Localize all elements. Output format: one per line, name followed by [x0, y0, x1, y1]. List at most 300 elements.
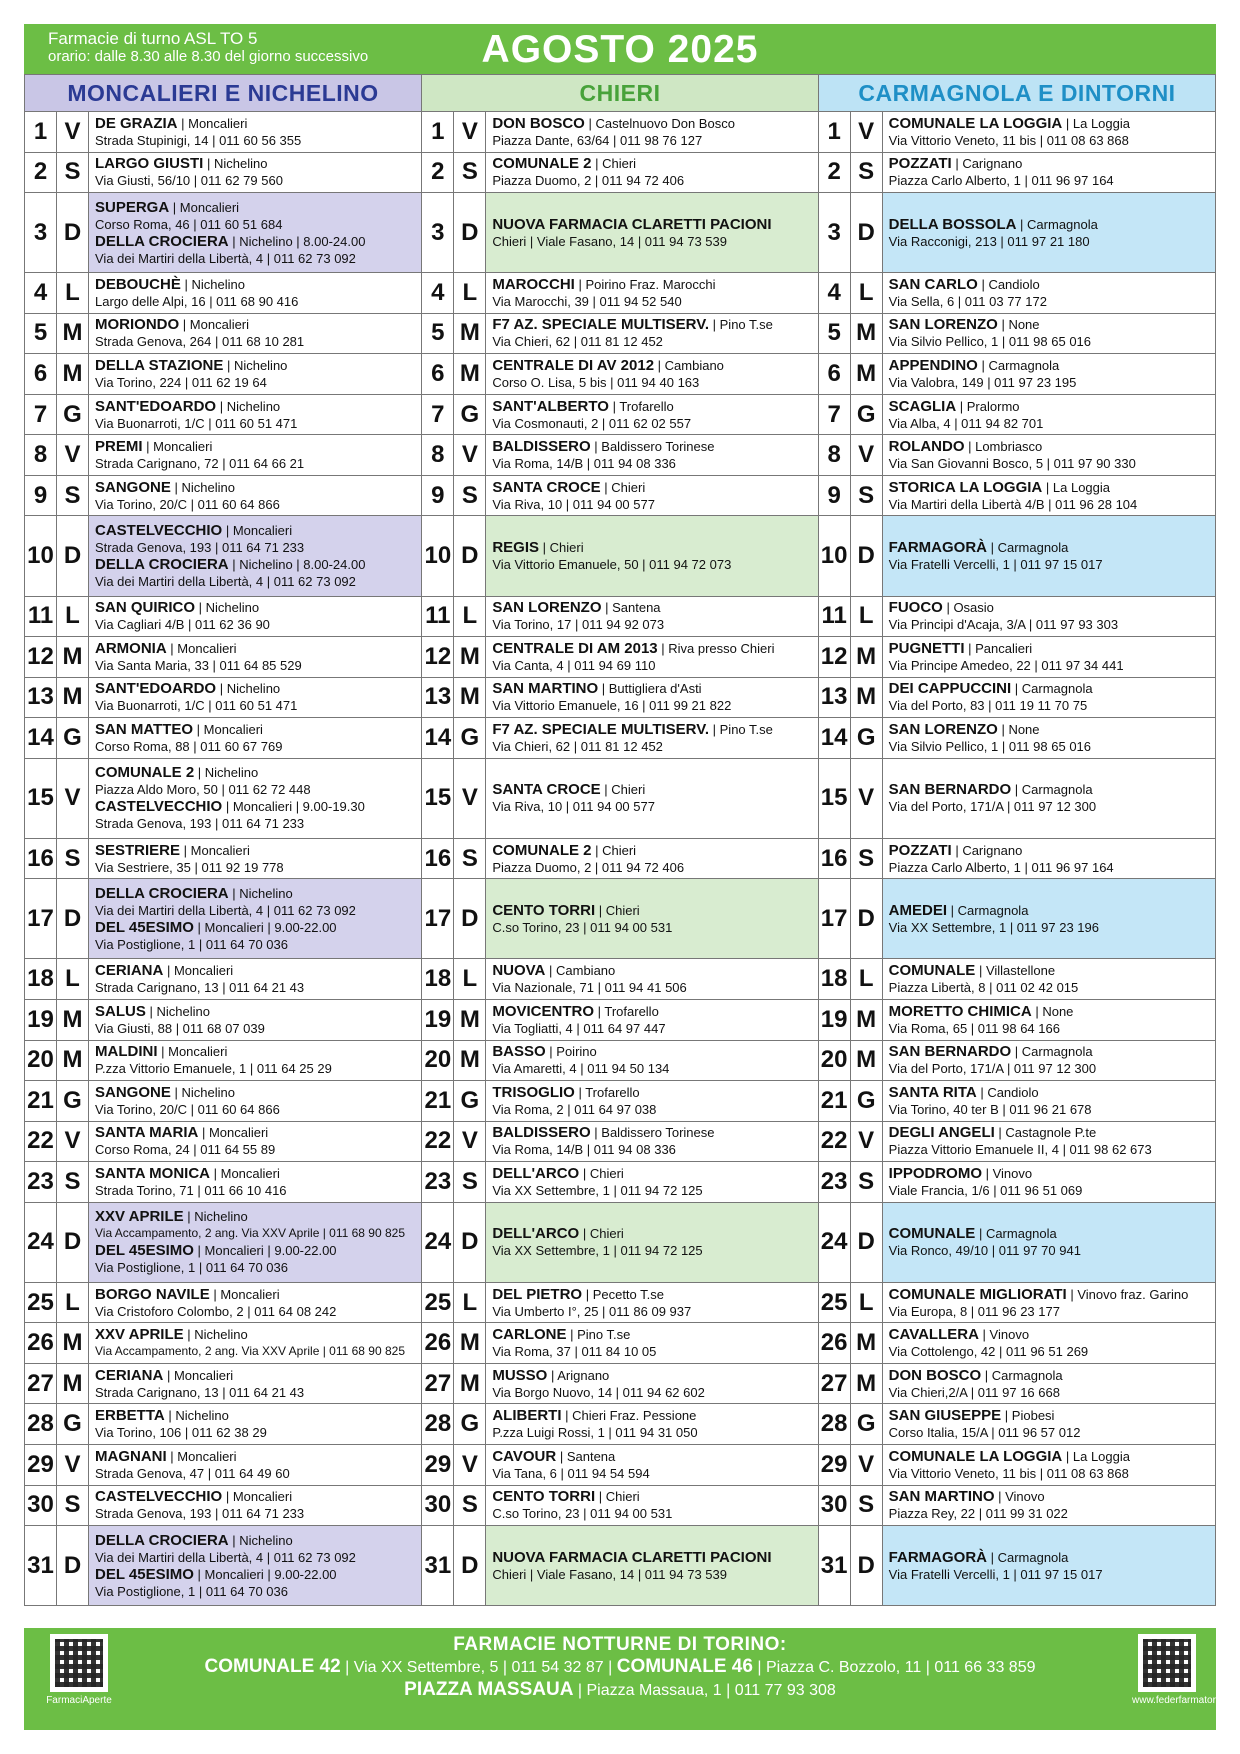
weekday-letter: D	[851, 879, 883, 958]
pharmacy-entry	[889, 155, 1211, 189]
pharmacy-entry	[492, 842, 813, 876]
pharmacy-name-line	[95, 1242, 417, 1259]
pharmacy-address: Via Fratelli Vercelli, 1 | 011 97 15 017	[888, 1566, 1103, 1582]
pharmacy-info	[883, 1000, 1215, 1040]
table-cell	[25, 718, 421, 758]
weekday-letter: S	[851, 476, 883, 516]
weekday-letter: M	[454, 1364, 486, 1404]
pharmacy-entry	[492, 902, 813, 936]
separator: |	[163, 1367, 174, 1383]
weekday-letter: G	[851, 395, 883, 435]
pharmacy-name-line	[95, 1566, 417, 1583]
weekday-letter: G	[851, 718, 883, 758]
day-number: 8	[25, 435, 57, 475]
pharmacy-name: DELLA CROCIERA	[95, 1531, 229, 1549]
pharmacy-name-line	[95, 155, 417, 172]
pharmacy-town: None	[1008, 721, 1040, 737]
weekday-letter: M	[57, 637, 89, 677]
pharmacy-address: Via dei Martiri della Libertà, 4 | 011 62 73 092	[95, 1549, 356, 1565]
pharmacy-name-line	[492, 781, 813, 798]
pharmacy-name-line	[889, 902, 1211, 919]
table-cell	[421, 1041, 818, 1081]
weekday-letter: M	[454, 1323, 486, 1363]
pharmacy-name: DON BOSCO	[888, 1366, 982, 1384]
table-cell	[25, 597, 421, 637]
table-row	[25, 193, 1215, 273]
pharmacy-address: Via Postiglione, 1 | 011 64 70 036	[95, 1260, 288, 1276]
day-number: 28	[819, 1404, 851, 1444]
pharmacy-info	[883, 1203, 1215, 1282]
pharmacy-name-line	[492, 357, 813, 374]
pharmacy-info	[486, 678, 817, 718]
pharmacy-info	[883, 1526, 1215, 1605]
pharmacy-name-line	[889, 1124, 1211, 1141]
pharmacy-name-line	[492, 1326, 813, 1343]
table-cell	[819, 597, 1215, 637]
weekday-letter: L	[851, 597, 883, 637]
pharmacy-info	[486, 354, 817, 394]
pharmacy-name-line	[492, 680, 813, 697]
table-cell	[25, 1283, 421, 1323]
pharmacy-info	[89, 1323, 421, 1363]
weekday-letter: D	[454, 516, 486, 595]
pharmacy-name: ROLANDO	[888, 438, 965, 456]
page-footer	[24, 1628, 1238, 1730]
pharmacy-info	[883, 1041, 1215, 1081]
day-number: 24	[422, 1203, 454, 1282]
pharmacy-name: DELLA STAZIONE	[95, 357, 224, 375]
pharmacy-entry	[492, 1326, 813, 1360]
table-cell	[25, 1445, 421, 1485]
pharmacy-entry	[492, 316, 813, 350]
separator: |	[556, 1448, 567, 1464]
pharmacy-town: Nichelino	[204, 765, 259, 781]
pharmacy-name: DELL'ARCO	[492, 1164, 580, 1182]
pharmacy-town: Pancalieri	[975, 640, 1033, 656]
day-number: 1	[422, 112, 454, 152]
pharmacy-name-line	[889, 1084, 1211, 1101]
pharmacy-name-line	[95, 1165, 417, 1182]
pharmacy-town: Chieri	[611, 782, 646, 798]
table-cell	[819, 314, 1215, 354]
pharmacy-schedule-table	[24, 112, 1216, 1606]
pharmacy-address: Chieri | Viale Fasano, 14 | 011 94 73 539	[492, 1566, 727, 1582]
table-cell	[421, 1203, 818, 1282]
day-number: 29	[422, 1445, 454, 1485]
pharmacy-town: Carmagnola	[997, 539, 1069, 555]
weekday-letter: V	[851, 112, 883, 152]
pharmacy-info	[883, 839, 1215, 879]
pharmacy-town: Moncalieri	[190, 842, 250, 858]
separator: |	[183, 1327, 195, 1343]
pharmacy-address: Via Postiglione, 1 | 011 64 70 036	[95, 936, 288, 952]
day-number: 13	[422, 678, 454, 718]
pharmacy-name-line	[95, 885, 417, 902]
day-number: 15	[422, 759, 454, 838]
table-cell	[25, 354, 421, 394]
weekday-letter: M	[851, 1000, 883, 1040]
pharmacy-address: Strada Genova, 193 | 011 64 71 233	[95, 816, 305, 832]
day-number: 20	[25, 1041, 57, 1081]
pharmacy-name-line	[95, 1124, 417, 1141]
pharmacy-name: CERIANA	[95, 962, 164, 980]
weekday-letter: L	[57, 597, 89, 637]
table-cell	[819, 1486, 1215, 1526]
weekday-letter: V	[851, 435, 883, 475]
day-number: 19	[819, 1000, 851, 1040]
separator: |	[964, 439, 976, 455]
pharmacy-entry	[95, 1084, 417, 1118]
pharmacy-entry	[889, 216, 1211, 250]
weekday-letter: V	[57, 112, 89, 152]
pharmacy-name: CARLONE	[492, 1326, 567, 1344]
pharmacy-info	[883, 1404, 1215, 1444]
day-number: 5	[25, 314, 57, 354]
pharmacy-name: CASTELVECCHIO	[95, 798, 223, 816]
pharmacy-name-line	[95, 1326, 417, 1343]
qr-code-right[interactable]	[1132, 1634, 1238, 1706]
weekday-letter: V	[454, 759, 486, 838]
pharmacy-info	[486, 1000, 817, 1040]
pharmacy-town: Chieri	[611, 479, 646, 495]
pharmacy-name: SANTA MONICA	[95, 1164, 210, 1182]
weekday-letter: L	[851, 959, 883, 999]
pharmacy-name: NUOVA	[492, 962, 546, 980]
pharmacy-entry	[492, 1488, 813, 1522]
separator: |	[591, 842, 603, 858]
separator: |	[584, 115, 596, 131]
pharmacy-address: Via Chieri, 62 | 011 81 12 452	[492, 334, 663, 350]
table-cell	[819, 1081, 1215, 1121]
day-number: 20	[422, 1041, 454, 1081]
pharmacy-name-line	[492, 640, 813, 657]
separator: |	[1062, 115, 1073, 131]
pharmacy-info	[89, 395, 421, 435]
day-number: 12	[819, 637, 851, 677]
pharmacy-address: Via Canta, 4 | 011 94 69 110	[492, 657, 656, 673]
pharmacy-address: Via Torino, 20/C | 011 60 64 866	[95, 496, 280, 512]
day-number: 6	[25, 354, 57, 394]
pharmacy-town: Moncalieri	[177, 1448, 237, 1464]
pharmacy-entry	[95, 1407, 417, 1441]
table-cell	[421, 1162, 818, 1202]
pharmacy-entry	[95, 357, 417, 391]
pharmacy-info	[486, 435, 817, 475]
table-row	[25, 959, 1215, 1000]
day-number: 8	[819, 435, 851, 475]
weekday-letter: V	[851, 759, 883, 838]
pharmacy-address: Strada Carignano, 13 | 011 64 21 43	[95, 1384, 305, 1400]
pharmacy-entry	[95, 1043, 417, 1077]
separator: |	[1011, 782, 1022, 798]
pharmacy-address: Viale Francia, 1/6 | 011 96 51 069	[888, 1182, 1083, 1198]
pharmacy-name: DELL'ARCO	[492, 1225, 580, 1243]
pharmacy-name-line	[889, 599, 1211, 616]
pharmacy-name-line	[492, 1225, 813, 1242]
pharmacy-name: DEL PIETRO	[492, 1285, 583, 1303]
pharmacy-name-line	[492, 438, 813, 455]
day-number: 16	[25, 839, 57, 879]
pharmacy-address: Strada Genova, 47 | 011 64 49 60	[95, 1465, 290, 1481]
day-number: 10	[422, 516, 454, 595]
pharmacy-entry	[95, 680, 417, 714]
pharmacy-address: Via Vittorio Emanuele, 16 | 011 99 21 822	[492, 698, 732, 714]
pharmacy-name-line	[889, 1407, 1211, 1424]
separator: |	[986, 539, 998, 555]
pharmacy-address: Via XX Settembre, 1 | 011 94 72 125	[492, 1182, 703, 1198]
pharmacy-info	[89, 1203, 421, 1282]
pharmacy-info	[89, 637, 421, 677]
pharmacy-info	[883, 718, 1215, 758]
table-cell	[819, 759, 1215, 838]
pharmacy-address: Via Cristoforo Colombo, 2 | 011 64 08 242	[95, 1303, 337, 1319]
pharmacy-town: Chieri	[602, 842, 637, 858]
pharmacy-address: Via Togliatti, 4 | 011 64 97 447	[492, 1020, 666, 1036]
weekday-letter: M	[851, 1364, 883, 1404]
pharmacy-town: Santena	[566, 1448, 616, 1464]
pharmacy-address: Via del Porto, 171/A | 011 97 12 300	[888, 1061, 1097, 1077]
table-cell	[421, 314, 818, 354]
pharmacy-name-line	[95, 1043, 417, 1060]
pharmacy-info	[89, 1283, 421, 1323]
weekday-letter: M	[57, 1323, 89, 1363]
weekday-letter: G	[57, 1081, 89, 1121]
pharmacy-entry	[95, 885, 417, 919]
pharmacy-info	[486, 1203, 817, 1282]
pharmacy-name: SAN QUIRICO	[95, 599, 196, 617]
pharmacy-town: Moncalieri | 9.00-22.00	[204, 1243, 337, 1259]
pharmacy-entry	[492, 216, 813, 250]
pharmacy-info	[883, 1283, 1215, 1323]
pharmacy-entry	[889, 640, 1211, 674]
separator: |	[216, 681, 227, 697]
pharmacy-entry	[889, 902, 1211, 936]
weekday-letter: S	[454, 839, 486, 879]
pharmacy-name: CASTELVECCHIO	[95, 1488, 223, 1506]
pharmacy-address: Chieri | Viale Fasano, 14 | 011 94 73 539	[492, 233, 727, 249]
pharmacy-name: COMUNALE MIGLIORATI	[888, 1285, 1067, 1303]
pharmacy-name: COMUNALE	[888, 962, 976, 980]
pharmacy-name: SANTA CROCE	[492, 781, 601, 799]
weekday-letter: D	[454, 193, 486, 272]
pharmacy-town: Nichelino	[213, 156, 268, 172]
separator: |	[654, 358, 665, 374]
pharmacy-name: COMUNALE 2	[492, 841, 592, 859]
night-pharmacy-2-name: COMUNALE 46	[616, 1656, 753, 1677]
night-pharmacy-1-name: COMUNALE 42	[204, 1656, 341, 1677]
separator: |	[216, 398, 227, 414]
night-pharmacy-3-address: | Piazza Massaua, 1 | 011 77 93 308	[573, 1682, 836, 1699]
weekday-letter: G	[851, 1081, 883, 1121]
pharmacy-name: IPPODROMO	[888, 1164, 982, 1182]
pharmacy-info	[486, 1445, 817, 1485]
pharmacy-info	[486, 1404, 817, 1444]
pharmacy-name-line	[95, 398, 417, 415]
pharmacy-address: Via Silvio Pellico, 1 | 011 98 65 016	[888, 334, 1092, 350]
weekday-letter: M	[454, 637, 486, 677]
pharmacy-name-line	[492, 962, 813, 979]
pharmacy-entry	[95, 1448, 417, 1482]
pharmacy-entry	[95, 1286, 417, 1320]
pharmacy-town: Carmagnola	[991, 1367, 1063, 1383]
pharmacy-town: Vinovo	[992, 1165, 1033, 1181]
pharmacy-info	[486, 1323, 817, 1363]
weekday-letter: V	[454, 1445, 486, 1485]
weekday-letter: G	[57, 718, 89, 758]
day-number: 9	[25, 476, 57, 516]
table-cell	[819, 637, 1215, 677]
pharmacy-town: Nichelino | 8.00-24.00	[239, 556, 366, 572]
pharmacy-name: DELLA CROCIERA	[95, 232, 229, 250]
pharmacy-name: SCAGLIA	[888, 397, 957, 415]
separator: |	[545, 963, 556, 979]
pharmacy-name: F7 AZ. SPECIALE MULTISERV.	[492, 720, 710, 738]
day-number: 16	[819, 839, 851, 879]
pharmacy-town: Candiolo	[987, 1084, 1039, 1100]
table-cell	[421, 1081, 818, 1121]
pharmacy-address: Strada Carignano, 72 | 011 64 66 21	[95, 456, 305, 472]
pharmacy-address: Via Cagliari 4/B | 011 62 36 90	[95, 617, 270, 633]
pharmacy-entry	[889, 276, 1211, 310]
table-cell	[421, 153, 818, 193]
table-cell	[421, 193, 818, 272]
weekday-letter: S	[57, 839, 89, 879]
pharmacy-info	[883, 435, 1215, 475]
pharmacy-name-line	[889, 640, 1211, 657]
day-number: 19	[25, 1000, 57, 1040]
pharmacy-address: Strada Genova, 193 | 011 64 71 233	[95, 1506, 305, 1522]
separator: |	[591, 156, 603, 172]
pharmacy-name-line	[889, 155, 1211, 172]
day-number: 6	[819, 354, 851, 394]
day-number: 5	[819, 314, 851, 354]
footer-line-2	[24, 1679, 1216, 1702]
pharmacy-town: Chieri	[605, 1489, 640, 1505]
pharmacy-address: Via Vittorio Veneto, 11 bis | 011 08 63 868	[888, 132, 1129, 148]
table-cell	[819, 193, 1215, 272]
table-cell	[819, 1041, 1215, 1081]
column-headers	[24, 74, 1216, 112]
pharmacy-name: F7 AZ. SPECIALE MULTISERV.	[492, 316, 710, 334]
pharmacy-name-line	[889, 962, 1211, 979]
day-number: 14	[819, 718, 851, 758]
pharmacy-info	[89, 759, 421, 838]
pharmacy-info	[486, 597, 817, 637]
table-cell	[819, 1000, 1215, 1040]
separator: |	[977, 358, 989, 374]
pharmacy-address: Via Chieri, 62 | 011 81 12 452	[492, 738, 663, 754]
table-row	[25, 1526, 1215, 1606]
table-row	[25, 718, 1215, 759]
pharmacy-info	[883, 1486, 1215, 1526]
pharmacy-name-line	[95, 1084, 417, 1101]
separator: |	[978, 1327, 990, 1343]
weekday-letter: L	[57, 273, 89, 313]
pharmacy-address: Via Europa, 8 | 011 96 23 177	[888, 1303, 1060, 1319]
pharmacy-info	[89, 959, 421, 999]
table-cell	[421, 1283, 818, 1323]
qr-code-left[interactable]	[44, 1634, 114, 1706]
pharmacy-town: Nichelino	[156, 1003, 210, 1019]
day-number: 11	[422, 597, 454, 637]
weekday-letter: L	[851, 273, 883, 313]
pharmacy-address: Strada Stupinigi, 14 | 011 60 56 355	[95, 132, 302, 148]
pharmacy-town: Carmagnola	[1027, 216, 1098, 232]
table-row	[25, 476, 1215, 517]
pharmacy-name: SAN LORENZO	[492, 599, 602, 617]
weekday-letter: G	[454, 395, 486, 435]
pharmacy-town: Moncalieri	[168, 1044, 228, 1060]
pharmacy-address: Piazza Vittorio Emanuele II, 4 | 011 98 62 673	[888, 1142, 1152, 1158]
pharmacy-entry	[95, 1532, 417, 1566]
pharmacy-entry	[492, 1286, 813, 1320]
table-cell	[421, 516, 818, 595]
day-number: 26	[819, 1323, 851, 1363]
pharmacy-name: ERBETTA	[95, 1407, 165, 1425]
table-cell	[25, 193, 421, 272]
table-row	[25, 839, 1215, 880]
table-cell	[421, 435, 818, 475]
pharmacy-entry	[492, 155, 813, 189]
pharmacy-name-line	[492, 1124, 813, 1141]
pharmacy-name-line	[492, 1549, 813, 1566]
table-row	[25, 435, 1215, 476]
pharmacy-info	[883, 1364, 1215, 1404]
separator: |	[157, 1044, 169, 1060]
pharmacy-town: Moncalieri	[220, 1286, 280, 1302]
pharmacy-name-line	[492, 599, 813, 616]
table-cell	[25, 153, 421, 193]
pharmacy-info	[486, 1283, 817, 1323]
day-number: 9	[819, 476, 851, 516]
separator: |	[600, 782, 612, 798]
pharmacy-name: CAVALLERA	[888, 1326, 979, 1344]
table-row	[25, 112, 1215, 153]
pharmacy-address: Via Riva, 10 | 011 94 00 577	[492, 799, 655, 815]
table-cell	[819, 1122, 1215, 1162]
table-row	[25, 1323, 1215, 1364]
pharmacy-info	[883, 1445, 1215, 1485]
pharmacy-town: Moncalieri | 9.00-22.00	[204, 919, 337, 935]
separator: |	[193, 919, 205, 935]
separator: |	[598, 681, 609, 697]
pharmacy-town: Vinovo	[1005, 1489, 1045, 1505]
weekday-letter: S	[851, 153, 883, 193]
pharmacy-entry	[95, 1124, 417, 1158]
pharmacy-info	[89, 354, 421, 394]
separator: |	[209, 1286, 221, 1302]
pharmacy-address: Via Riva, 10 | 011 94 00 577	[492, 496, 655, 512]
pharmacy-address: Via Torino, 224 | 011 62 19 64	[95, 375, 267, 391]
pharmacy-name: TRISOGLIO	[492, 1083, 575, 1101]
pharmacy-entry	[492, 1367, 813, 1401]
separator: |	[709, 721, 720, 737]
pharmacy-entry	[95, 962, 417, 996]
table-cell	[819, 435, 1215, 475]
pharmacy-address: Piazza Aldo Moro, 50 | 011 62 72 448	[95, 782, 311, 798]
pharmacy-name-line	[492, 216, 813, 233]
pharmacy-name: BALDISSERO	[492, 1124, 591, 1142]
separator: |	[198, 1125, 209, 1141]
separator: |	[964, 640, 976, 656]
pharmacy-address: Via XX Settembre, 1 | 011 97 23 196	[888, 919, 1099, 935]
pharmacy-name-line	[492, 155, 813, 172]
pharmacy-town: Castagnole P.te	[1005, 1125, 1097, 1141]
pharmacy-town: Carmagnola	[985, 1226, 1057, 1242]
table-cell	[25, 273, 421, 313]
separator: |	[180, 842, 191, 858]
pharmacy-address: Via Cosmonauti, 2 | 011 62 02 557	[492, 415, 692, 431]
